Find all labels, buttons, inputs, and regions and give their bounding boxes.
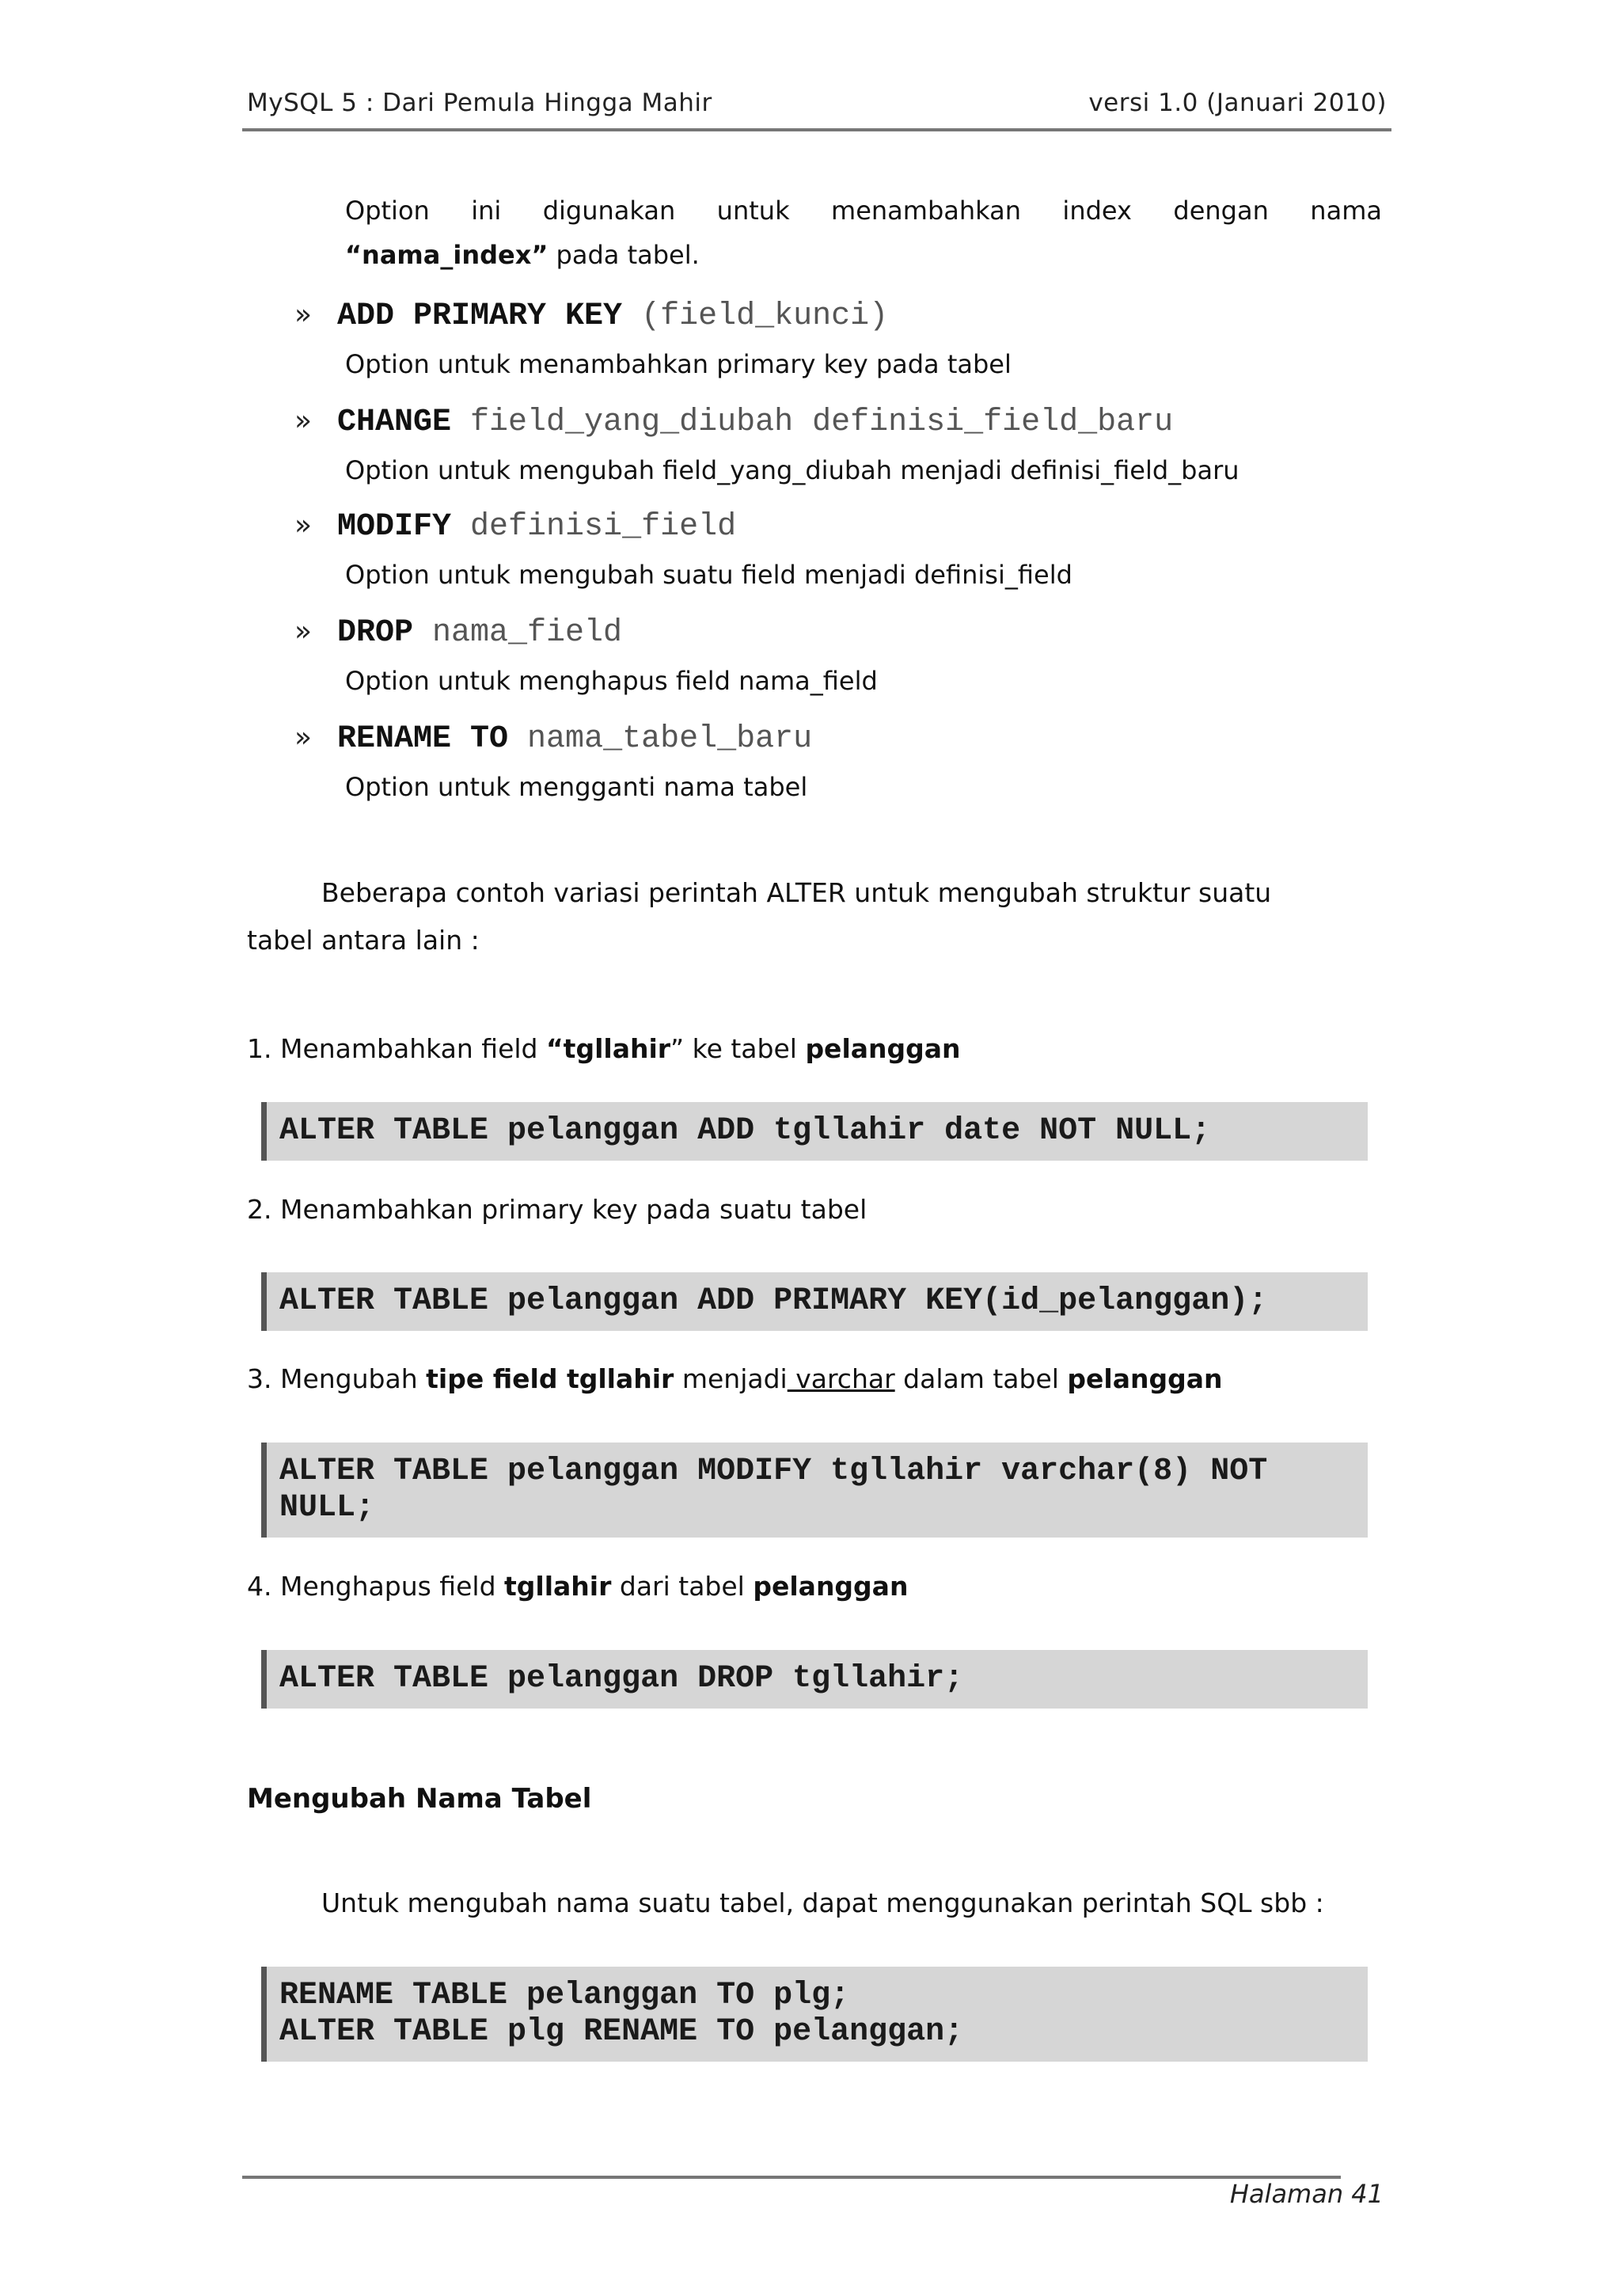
footer-divider <box>242 2176 1341 2179</box>
bullet-icon: » <box>294 405 313 437</box>
word: untuk <box>716 196 790 226</box>
option-description: Option untuk menambahkan primary key pada tabel <box>345 349 1012 379</box>
bullet-icon: » <box>294 298 313 331</box>
item-text: dalam tabel <box>894 1363 1068 1394</box>
example-item-2 <box>247 1194 867 1226</box>
item-text: Menambahkan primary key pada suatu tabel <box>271 1194 867 1225</box>
option-change <box>294 401 1173 442</box>
option-argument: nama_field <box>413 615 623 651</box>
item-text-bold: tgllahir <box>504 1571 612 1602</box>
add-index-description <box>345 195 1382 271</box>
option-drop <box>294 611 622 652</box>
item-text-bold: tipe field tgllahir <box>426 1363 674 1394</box>
item-text: menjadi <box>674 1363 788 1394</box>
page-number: Halaman 41 <box>1229 2179 1384 2209</box>
item-text-bold: “tgllahir <box>545 1033 671 1064</box>
code-block: ALTER TABLE pelanggan ADD PRIMARY KEY(id_pelanggan); <box>261 1272 1368 1331</box>
option-description: Option untuk mengganti nama tabel <box>345 772 808 802</box>
word: nama <box>1310 196 1382 226</box>
item-text-bold: pelanggan <box>1067 1363 1223 1394</box>
option-keyword: DROP <box>337 615 414 651</box>
add-index-desc-line1 <box>345 195 1382 226</box>
word: index <box>1062 196 1132 226</box>
word: ini <box>471 196 502 226</box>
code-block: ALTER TABLE pelanggan MODIFY tgllahir varchar(8) NOT NULL; <box>261 1443 1368 1538</box>
item-text: dari tabel <box>611 1571 754 1602</box>
option-description: Option untuk mengubah suatu field menjadi definisi_field <box>345 560 1072 590</box>
option-description: Option untuk mengubah field_yang_diubah menjadi definisi_field_baru <box>345 455 1239 485</box>
item-text-bold: pelanggan <box>753 1571 909 1602</box>
item-text: Menghapus field <box>271 1571 505 1602</box>
option-rename-to <box>294 717 812 758</box>
word: dengan <box>1173 196 1269 226</box>
word: menambahkan <box>831 196 1021 226</box>
header-version: versi 1.0 (Januari 2010) <box>1088 89 1387 117</box>
bullet-icon: » <box>294 721 313 754</box>
rename-paragraph: Untuk mengubah nama suatu tabel, dapat menggunakan perintah SQL sbb : <box>321 1887 1324 1918</box>
option-add-primary-key <box>294 295 888 336</box>
page-header <box>247 89 1387 117</box>
add-index-desc-line2 <box>345 239 1382 271</box>
header-book-title: MySQL 5 : Dari Pemula Hingga Mahir <box>247 89 712 117</box>
index-name-term: “nama_index” <box>345 240 549 270</box>
item-text-bold: pelanggan <box>805 1033 961 1064</box>
option-argument: field_yang_diubah definisi_field_baru <box>451 405 1174 440</box>
word: digunakan <box>542 196 676 226</box>
item-number: 3. <box>247 1363 272 1394</box>
example-item-4 <box>247 1571 908 1602</box>
option-modify <box>294 505 736 546</box>
option-argument: nama_tabel_baru <box>508 721 813 757</box>
index-desc-rest: pada tabel. <box>548 240 700 270</box>
section-title: Mengubah Nama Tabel <box>247 1783 592 1815</box>
example-item-3 <box>247 1363 1223 1395</box>
item-text: Mengubah <box>271 1363 427 1394</box>
item-number: 1. <box>247 1033 272 1064</box>
bullet-icon: » <box>294 615 313 648</box>
bullet-icon: » <box>294 509 313 542</box>
intro-line1: Beberapa contoh variasi perintah ALTER untuk mengubah struktur suatu <box>321 877 1272 908</box>
item-number: 2. <box>247 1194 272 1225</box>
intro-paragraph <box>247 869 1387 964</box>
option-argument: (field_kunci) <box>622 298 889 334</box>
code-block: RENAME TABLE pelanggan TO plg; ALTER TABLE plg RENAME TO pelanggan; <box>261 1967 1368 2062</box>
option-keyword: MODIFY <box>337 509 452 545</box>
item-text: ” ke tabel <box>670 1033 806 1064</box>
example-item-1 <box>247 1033 961 1065</box>
option-keyword: CHANGE <box>337 405 452 440</box>
word: Option <box>345 196 430 226</box>
code-block: ALTER TABLE pelanggan ADD tgllahir date NOT NULL; <box>261 1102 1368 1161</box>
item-number: 4. <box>247 1571 272 1602</box>
item-text: Menambahkan field <box>271 1033 546 1064</box>
option-keyword: RENAME TO <box>337 721 509 757</box>
option-argument: definisi_field <box>451 509 737 545</box>
item-text-underline: varchar <box>787 1363 895 1394</box>
option-description: Option untuk menghapus field nama_field <box>345 666 878 696</box>
code-block: ALTER TABLE pelanggan DROP tgllahir; <box>261 1650 1368 1709</box>
intro-line2: tabel antara lain : <box>247 925 480 956</box>
option-keyword: ADD PRIMARY KEY <box>337 298 623 334</box>
header-divider <box>242 128 1391 131</box>
